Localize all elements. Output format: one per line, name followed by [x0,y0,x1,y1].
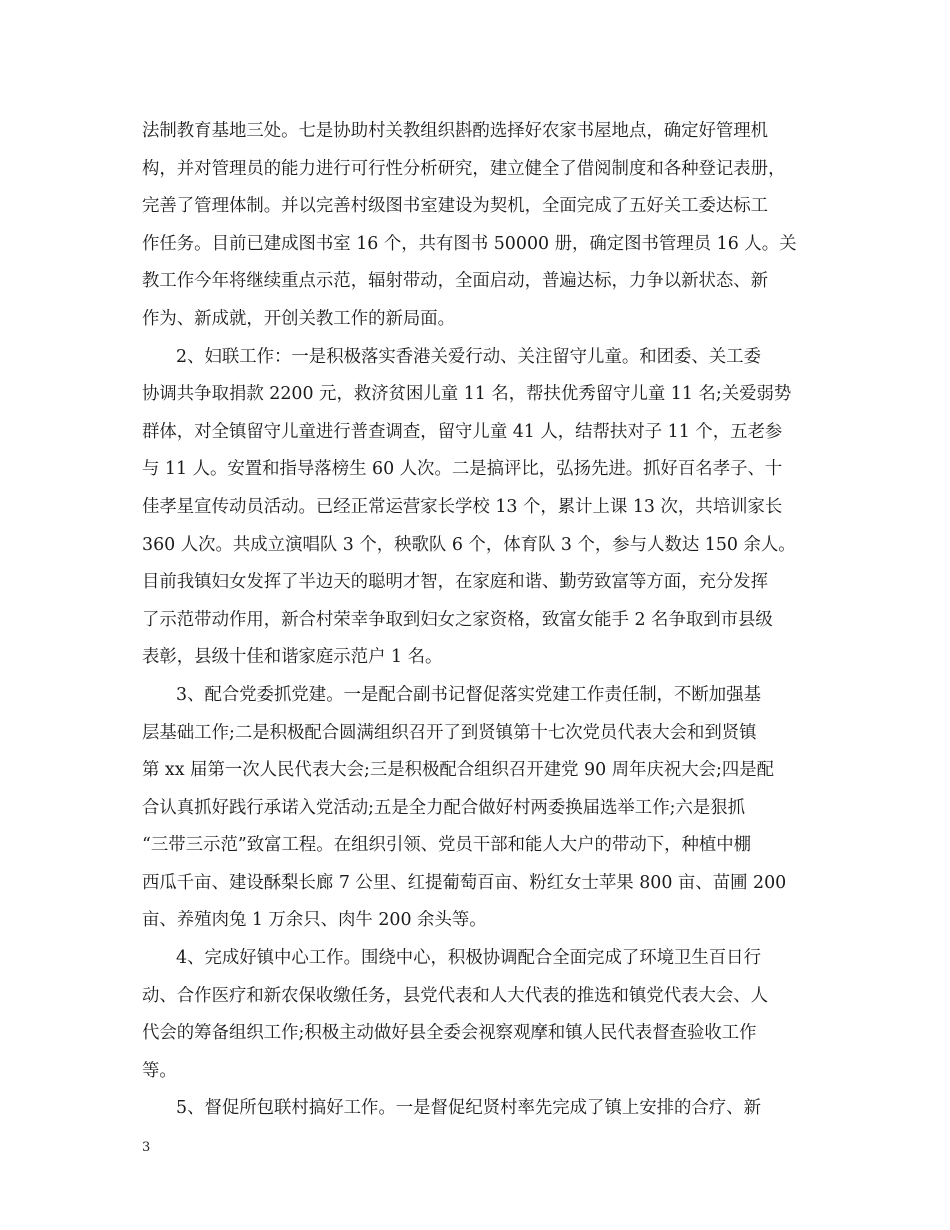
text-line: 群体，对全镇留守儿童进行普查调查，留守儿童 41 人，结帮扶对子 11 个，五老参 [142,421,783,442]
text-line: 佳孝星宣传动员活动。已经正常运营家长学校 13 个，累计上课 13 次，共培训家长 [142,496,783,517]
text-line: 作为、新成就，开创关教工作的新局面。 [142,308,456,329]
text-line: 构，并对管理员的能力进行可行性分析研究，建立健全了借阅制度和各种登记表册， [142,158,786,179]
paragraph-start-line: 5、督促所包联村搞好工作。一是督促纪贤村率先完成了镇上安排的合疗、新 [176,1098,761,1119]
text-line: 目前我镇妇女发挥了半边天的聪明才智，在家庭和谐、勤劳致富等方面，充分发挥 [142,572,769,593]
text-line: 了示范带动作用，新合村荣幸争取到妇女之家资格，致富女能手 2 名争取到市县级 [142,609,773,630]
text-line: 西瓜千亩、建设酥梨长廊 7 公里、红提葡萄百亩、粉红女士苹果 800 亩、苗圃 200 [142,872,787,893]
body-text [142,113,814,1128]
text-line: 完善了管理体制。并以完善村级图书室建设为契机，全面完成了五好关工委达标工 [142,196,769,217]
text-line: “三带三示范”致富工程。在组织引领、党员干部和能人大户的带动下，种植中棚 [142,835,752,856]
text-line: 协调共争取捐款 2200 元，救济贫困儿童 11 名，帮扶优秀留守儿童 11 名;关爱弱势 [142,384,792,405]
text-line: 与 11 人。安置和指导落榜生 60 人次。二是搞评比，弘扬先进。抓好百名孝子、十 [142,459,783,480]
text-line: 动、合作医疗和新农保收缴任务，县党代表和人大代表的推选和镇党代表大会、人 [142,985,769,1006]
text-line: 亩、养殖肉兔 1 万余只、肉牛 200 余头等。 [142,910,487,931]
text-line: 作任务。目前已建成图书室 16 个，共有图书 50000 册，确定图书管理员 16 人。关 [142,233,797,254]
text-line: 等。 [142,1060,177,1081]
paragraph-start-line: 2、妇联工作：一是积极落实香港关爱行动、关注留守儿童。和团委、关工委 [176,346,761,367]
paragraph-start-line: 4、完成好镇中心工作。围绕中心，积极协调配合全面完成了环境卫生百日行 [176,948,761,969]
text-line: 教工作今年将继续重点示范，辐射带动，全面启动，普遍达标，力争以新状态、新 [142,271,769,292]
text-line: 360 人次。共成立演唱队 3 个，秧歌队 6 个，体育队 3 个，参与人数达 150 余人。 [142,534,796,555]
text-line: 表彰，县级十佳和谐家庭示范户 1 名。 [142,647,443,668]
text-line: 法制教育基地三处。七是协助村关教组织斟酌选择好农家书屋地点，确定好管理机 [142,121,769,141]
paragraph-start-line: 3、配合党委抓党建。一是配合副书记督促落实党建工作责任制，不断加强基 [176,684,761,705]
text-line: 合认真抓好践行承诺入党活动;五是全力配合做好村两委换届选举工作;六是狠抓 [142,797,746,818]
text-line: 第 xx 届第一次人民代表大会;三是积极配合组织召开建党 90 周年庆祝大会;四是配 [142,760,775,781]
text-line: 层基础工作;二是积极配合圆满组织召开了到贤镇第十七次党员代表大会和到贤镇 [142,722,757,743]
text-line: 代会的筹备组织工作;积极主动做好县全委会视察观摩和镇人民代表督查验收工作 [142,1023,757,1044]
page-number: 3 [142,1140,151,1155]
